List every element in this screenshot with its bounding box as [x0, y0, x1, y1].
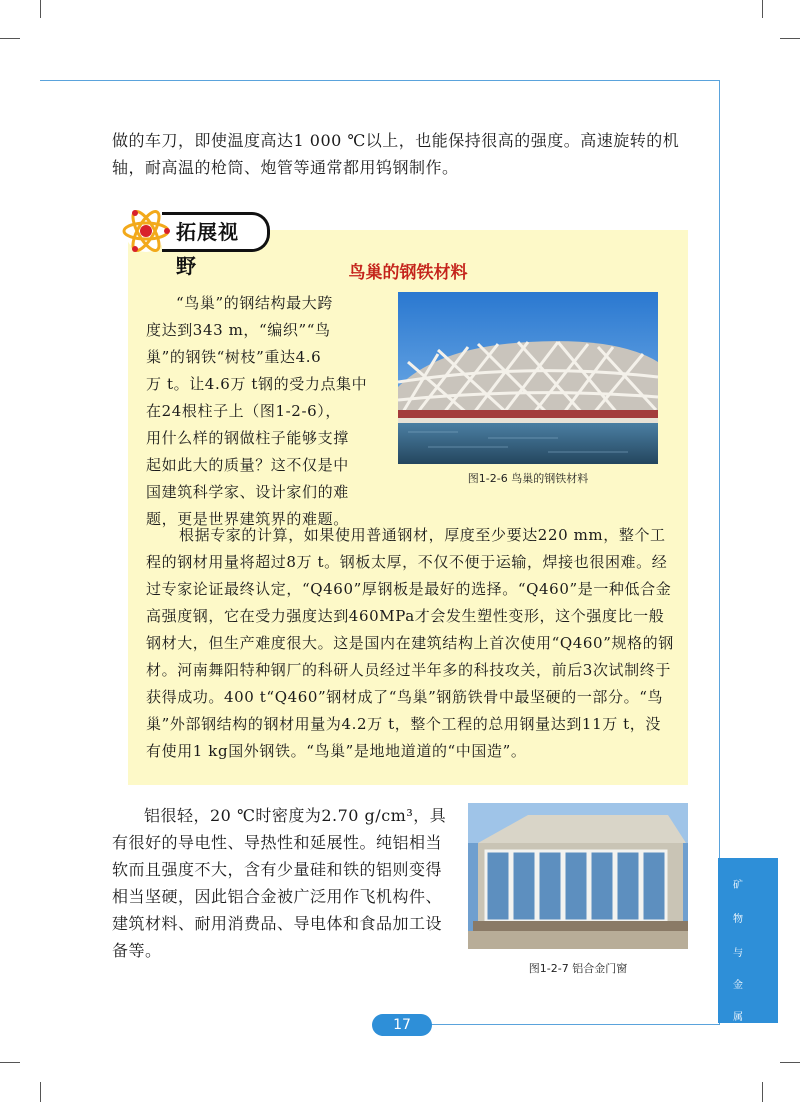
intro-paragraph: 做的车刀，即使温度高达1 000 ℃以上，也能保持很高的强度。高速旋转的机轴，耐高温的枪筒、炮管等通常都用钨钢制作。 — [112, 131, 680, 177]
crop-mark — [40, 0, 41, 18]
crop-mark — [780, 1062, 800, 1063]
birds-nest-photo — [398, 292, 658, 464]
expand-view-badge — [110, 205, 270, 278]
chapter-sidebar — [718, 858, 778, 1023]
feature-box — [128, 230, 688, 785]
para1-line: 在24根柱子上（图1-2-6）， — [146, 402, 341, 420]
crop-mark — [40, 1082, 41, 1102]
atom-icon — [118, 207, 174, 255]
para1-line: 题，更是世界建筑界的难题。 — [146, 510, 349, 528]
frame-bottom-line — [420, 1024, 720, 1025]
frame-top-line — [40, 80, 720, 81]
sidebar-char: 物 — [733, 914, 743, 925]
para1-line: 巢”的钢铁“树枝”重达4.6 — [146, 348, 322, 366]
crop-mark — [762, 1082, 763, 1102]
para1-line: 国建筑科学家、设计家们的难 — [146, 483, 349, 501]
crop-mark — [0, 38, 20, 39]
feature-para2: 根据专家的计算，如果使用普通钢材，厚度至少要达220 mm，整个工程的钢材用量将超过8万 t。钢板太厚，不仅不便于运输，焊接也很困难。经过专家论证最终认定，“Q460”厚钢板是最好的选择。“Q460”是一种低合金高强度钢，它在受力强度达到460MPa才会发生塑性变形，这个强度比一般钢材大，但生产难度很大。这是国内在建筑结构上首次使用“Q460”规格的钢材。河南舞阳特种钢厂的科研人员经过半年多的科技攻关，前后3次试制终于获得成功。400 t“Q460”钢材成了“鸟巢”钢筋铁骨中最坚硬的一部分。“鸟巢”外部钢结构的钢材用量为4.2万 t，整个工程的总用钢量达到11万 t，没有使用1 kg国外钢铁。“鸟巢”是地地道道的“中国造”。 — [146, 526, 674, 760]
feature-para1 — [146, 290, 396, 533]
sidebar-char: 矿 — [733, 880, 743, 891]
para1-line: 万 t。让4.6万 t钢的受力点集中 — [146, 375, 368, 393]
para1-line: 度达到343 m，“编织”“鸟 — [146, 321, 331, 339]
crop-mark — [780, 38, 800, 39]
page-number: 17 — [372, 1014, 432, 1036]
feature-title: 鸟巢的钢铁材料 — [348, 263, 468, 283]
para1-line: “鸟巢”的钢结构最大跨 — [176, 294, 333, 312]
crop-mark — [762, 0, 763, 18]
crop-mark — [0, 1062, 20, 1063]
sidebar-char: 与 — [733, 948, 743, 959]
para1-line: 起如此大的质量？这不仅是中 — [146, 456, 349, 474]
badge-label: 拓展视野 — [162, 212, 270, 252]
aluminum-window-photo — [468, 803, 688, 949]
aluminum-paragraph: 铝很轻，20 ℃时密度为2.70 g/cm³，具有很好的导电性、导热性和延展性。纯铝相当软而且强度不大，含有少量硅和铁的铝则变得相当坚硬，因此铝合金被广泛用作飞机构件、建筑材料、耐用消费品、导电体和食品加工设备等。 — [112, 806, 447, 960]
sidebar-char: 属 — [733, 1012, 743, 1023]
sidebar-char: 金 — [733, 980, 743, 991]
figure-caption-1-2-6: 图1-2-6 鸟巢的钢铁材料 — [467, 472, 589, 485]
para1-line: 用什么样的钢做柱子能够支撑 — [146, 429, 349, 447]
figure-caption-1-2-7: 图1-2-7 铝合金门窗 — [528, 962, 628, 975]
